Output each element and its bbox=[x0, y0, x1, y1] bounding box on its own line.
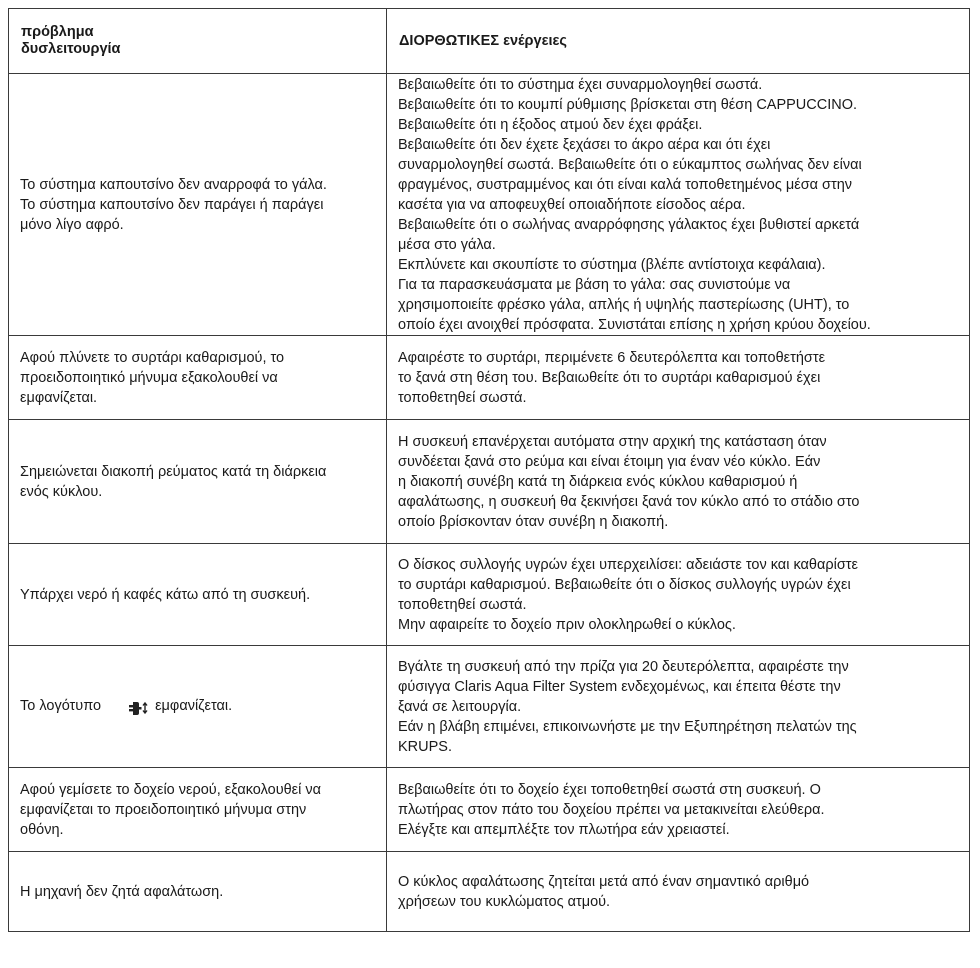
problem-line: ενός κύκλου. bbox=[20, 483, 103, 500]
problem-cell bbox=[9, 74, 387, 336]
table-header-row bbox=[9, 9, 970, 74]
action-cell bbox=[387, 852, 970, 932]
action-line: ξανά σε λειτουργία. bbox=[398, 698, 522, 715]
problem-line: οθόνη. bbox=[20, 821, 64, 838]
problem-line: Σημειώνεται διακοπή ρεύματος κατά τη διάρκεια bbox=[20, 463, 327, 480]
power-plug-icon bbox=[129, 697, 151, 717]
troubleshooting-table bbox=[8, 8, 970, 932]
action-line: Η συσκευή επανέρχεται αυτόματα στην αρχική της κατάσταση όταν bbox=[398, 433, 827, 450]
problem-line: προειδοποιητικό μήνυμα εξακολουθεί να bbox=[20, 369, 278, 386]
action-line: το συρτάρι καθαρισμού. Βεβαιωθείτε ότι ο δίσκος συλλογής υγρών έχει bbox=[398, 576, 851, 593]
action-line: Βεβαιωθείτε ότι η έξοδος ατμού δεν έχει φράξει. bbox=[398, 116, 703, 133]
problem-line: Το σύστημα καπουτσίνο δεν παράγει ή παράγει bbox=[20, 196, 324, 213]
action-cell bbox=[387, 420, 970, 544]
problem-cell bbox=[9, 420, 387, 544]
action-line: Εάν η βλάβη επιμένει, επικοινωνήστε με την Εξυπηρέτηση πελατών της bbox=[398, 718, 857, 735]
table-row bbox=[9, 74, 970, 336]
action-line: η διακοπή συνέβη κατά τη διάρκεια ενός κύκλου καθαρισμού ή bbox=[398, 473, 798, 490]
action-line: κασέτα για να αποφευχθεί οποιαδήποτε είσοδος αέρα. bbox=[398, 196, 746, 213]
action-line: οποίο βρίσκονταν όταν συνέβη η διακοπή. bbox=[398, 513, 669, 530]
action-line: το ξανά στη θέση του. Βεβαιωθείτε ότι το συρτάρι καθαρισμού έχει bbox=[398, 369, 821, 386]
action-line: Βγάλτε τη συσκευή από την πρίζα για 20 δευτερόλεπτα, αφαιρέστε την bbox=[398, 658, 849, 675]
problem-line: εμφανίζεται το προειδοποιητικό μήνυμα στην bbox=[20, 801, 307, 818]
table-row bbox=[9, 768, 970, 852]
header-problem-line: δυσλειτουργία bbox=[21, 41, 121, 57]
action-line: Μην αφαιρείτε το δοχείο πριν ολοκληρωθεί ο κύκλος. bbox=[398, 616, 736, 633]
problem-line: Αφού γεμίσετε το δοχείο νερού, εξακολουθεί να bbox=[20, 781, 322, 798]
action-line: μέσα στο γάλα. bbox=[398, 236, 496, 253]
action-line: KRUPS. bbox=[398, 738, 452, 755]
action-line: Ελέγξτε και απεμπλέξτε τον πλωτήρα εάν χρειαστεί. bbox=[398, 821, 730, 838]
action-line: Βεβαιωθείτε ότι ο σωλήνας αναρρόφησης γάλακτος έχει βυθιστεί αρκετά bbox=[398, 216, 860, 233]
problem-cell bbox=[9, 646, 387, 768]
table-row bbox=[9, 544, 970, 646]
header-problem-line: πρόβλημα bbox=[21, 24, 94, 40]
header-problem bbox=[9, 9, 387, 74]
action-line: τοποθετηθεί σωστά. bbox=[398, 596, 527, 613]
action-line: οποίο έχει ανοιχθεί πρόσφατα. Συνιστάται επίσης η χρήση κρύου δοχείου. bbox=[398, 316, 871, 333]
header-action-text: ΔΙΟΡΘΩΤΙΚΕΣ ενέργειες bbox=[399, 32, 567, 49]
action-cell bbox=[387, 544, 970, 646]
action-line: αφαλάτωσης, η συσκευή θα ξεκινήσει ξανά τον κύκλο από το στάδιο στο bbox=[398, 493, 860, 510]
table-row bbox=[9, 420, 970, 544]
action-line: φύσιγγα Claris Aqua Filter System ενδεχομένως, και έπειτα θέστε την bbox=[398, 678, 841, 695]
problem-text-after-icon: εμφανίζεται. bbox=[155, 698, 233, 715]
problem-line: μόνο λίγο αφρό. bbox=[20, 216, 124, 233]
problem-cell bbox=[9, 852, 387, 932]
problem-line: Η μηχανή δεν ζητά αφαλάτωση. bbox=[20, 883, 224, 900]
action-line: Εκπλύνετε και σκουπίστε το σύστημα (βλέπε αντίστοιχα κεφάλαια). bbox=[398, 256, 826, 273]
action-line: χρήσεων του κυκλώματος ατμού. bbox=[398, 893, 611, 910]
action-line: συναρμολογηθεί σωστά. Βεβαιωθείτε ότι ο εύκαμπτος σωλήνας δεν είναι bbox=[398, 156, 862, 173]
problem-line: εμφανίζεται. bbox=[20, 389, 98, 406]
action-cell bbox=[387, 646, 970, 768]
action-line: τοποθετηθεί σωστά. bbox=[398, 389, 527, 406]
problem-line: Το σύστημα καπουτσίνο δεν αναρροφά το γάλα. bbox=[20, 176, 327, 193]
action-line: Ο δίσκος συλλογής υγρών έχει υπερχειλίσει: αδειάστε τον και καθαρίστε bbox=[398, 556, 858, 573]
table-row bbox=[9, 852, 970, 932]
table-row bbox=[9, 336, 970, 420]
problem-cell bbox=[9, 768, 387, 852]
action-line: Αφαιρέστε το συρτάρι, περιμένετε 6 δευτερόλεπτα και τοποθετήστε bbox=[398, 349, 826, 366]
action-cell bbox=[387, 74, 970, 336]
action-line: πλωτήρας στον πάτο του δοχείου πρέπει να μετακινείται ελεύθερα. bbox=[398, 801, 825, 818]
table-row bbox=[9, 646, 970, 768]
problem-line: Υπάρχει νερό ή καφές κάτω από τη συσκευή. bbox=[20, 586, 311, 603]
problem-line: Αφού πλύνετε το συρτάρι καθαρισμού, το bbox=[20, 349, 285, 366]
problem-text-before-icon: Το λογότυπο bbox=[20, 698, 102, 715]
action-line: Βεβαιωθείτε ότι το σύστημα έχει συναρμολογηθεί σωστά. bbox=[398, 76, 763, 93]
action-line: συνδέεται ξανά στο ρεύμα και είναι έτοιμη για έναν νέο κύκλο. Εάν bbox=[398, 453, 821, 470]
action-line: χρησιμοποιείτε φρέσκο γάλα, απλής ή υψηλής παστερίωσης (UHT), το bbox=[398, 296, 850, 313]
problem-cell bbox=[9, 336, 387, 420]
action-line: Για τα παρασκευάσματα με βάση το γάλα: σας συνιστούμε να bbox=[398, 276, 791, 293]
header-action bbox=[387, 9, 970, 74]
action-cell bbox=[387, 768, 970, 852]
action-line: Βεβαιωθείτε ότι το κουμπί ρύθμισης βρίσκεται στη θέση CAPPUCCINO. bbox=[398, 96, 858, 113]
action-line: Βεβαιωθείτε ότι το δοχείο έχει τοποθετηθεί σωστά στη συσκευή. Ο bbox=[398, 781, 821, 798]
problem-cell bbox=[9, 544, 387, 646]
action-cell bbox=[387, 336, 970, 420]
action-line: Βεβαιωθείτε ότι δεν έχετε ξεχάσει το άκρο αέρα και ότι έχει bbox=[398, 136, 771, 153]
action-line: Ο κύκλος αφαλάτωσης ζητείται μετά από έναν σημαντικό αριθμό bbox=[398, 873, 810, 890]
action-line: φραγμένος, συστραμμένος και ότι είναι καλά τοποθετημένος μέσα στην bbox=[398, 176, 853, 193]
